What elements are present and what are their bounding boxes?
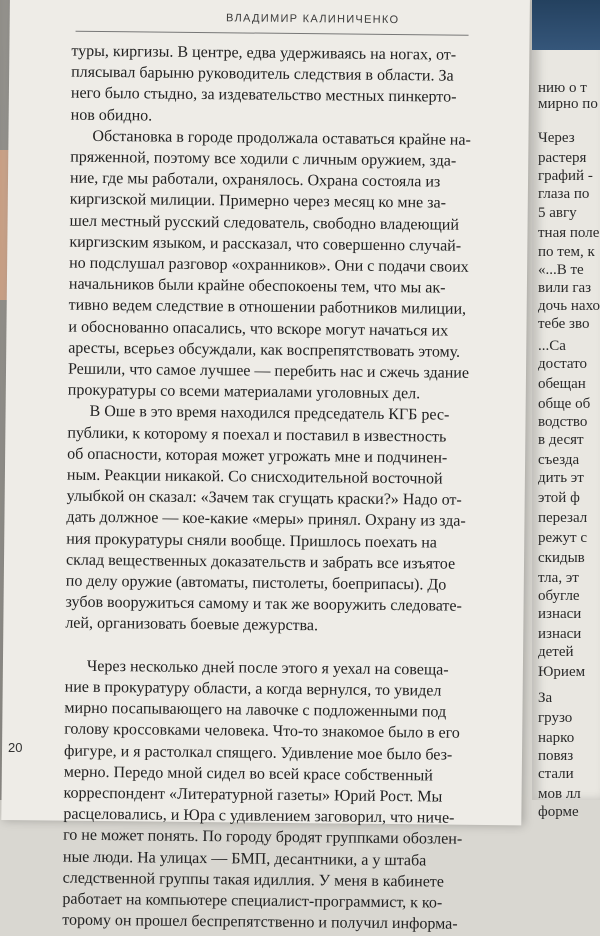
text-line: но подслушал разговор «охранников». Они с подачи своих [69, 254, 469, 276]
facing-text-fragment: тебе зво [538, 316, 590, 332]
text-line: расцеловались, и Юра с удивлением заговорил, что ниче- [63, 805, 455, 827]
facing-text-fragment: глаза по [538, 186, 590, 202]
facing-text-fragment: нию о т [538, 80, 587, 96]
text-line: ным. Реакции никакой. Со снисходительной восточной [66, 466, 443, 488]
facing-text-fragment: дить эт [538, 470, 584, 486]
text-line: публики, к которому я поехал и поставил в известность [67, 424, 447, 446]
header-rule [76, 31, 469, 36]
facing-text-fragment: повяз [538, 748, 574, 764]
facing-text-fragment: обще об [538, 396, 591, 412]
text-line: него было стыдно, за издевательство местных пинкерто- [70, 85, 457, 107]
text-line: и обоснованно опасались, что вскоре могут начаться их [68, 318, 449, 340]
facing-text-fragment: достато [538, 356, 588, 372]
facing-text-fragment: ...Са [538, 338, 566, 354]
facing-text-fragment: растеря [538, 150, 587, 166]
facing-text-fragment: вили газ [538, 280, 592, 296]
text-line: Через несколько дней после этого я уехал на совеща- [86, 657, 449, 679]
text-line: зубов вооружиться самому и так же вооружить следовате- [65, 593, 462, 616]
text-line: прокуратуры со всеми материалами уголовных дел. [67, 381, 421, 403]
text-line: голову кроссовками человека. Что-то знакомое было в его [64, 720, 460, 743]
cover-band [532, 0, 600, 50]
facing-text-fragment: За [538, 690, 553, 706]
text-line: аресты, всерьез обсуждали, как воспрепятствовать этому. [68, 339, 461, 361]
text-line: ные люди. На улицах — БМП, десантники, а у штаба [62, 848, 427, 869]
facing-text-fragment: грузо [538, 710, 573, 726]
facing-text-fragment: нарко [538, 730, 575, 746]
facing-text-fragment: обещан [538, 376, 586, 392]
facing-text-fragment: детей [538, 644, 574, 660]
facing-text-fragment: в десят [538, 432, 584, 448]
facing-text-fragment: стали [538, 766, 574, 782]
text-line: склад вещественных доказательств и забрать все изъятое [65, 551, 456, 573]
facing-text-fragment: графий - [538, 168, 593, 184]
facing-text-fragment: по тем, к [538, 244, 595, 260]
text-line: шел местный русский следователь, свободно владеющий [69, 212, 460, 234]
text-line: тивно ведем следствие в отношении работников милиции, [68, 297, 467, 319]
text-line: работает на компьютере специалист-программист, к ко- [62, 890, 443, 912]
text-line: дать должное — кое-какие «меры» принял. Охрану из зда- [66, 509, 466, 531]
text-line: Решили, что самое лучшее — перебить нас и сжечь здание [67, 360, 470, 382]
facing-text-fragment: 5 авгу [538, 205, 577, 221]
facing-text-fragment: дочь нахо [538, 298, 600, 314]
facing-text-fragment: обугле [538, 588, 580, 604]
facing-text-fragment: этой ф [538, 490, 580, 506]
text-line: го не может понять. По городу бродят группками обозлен- [63, 826, 463, 849]
facing-page-edge [532, 0, 600, 820]
text-line: ние, где мы работали, охранялось. Охрана состояла из [69, 169, 441, 191]
facing-text-fragment: перезал [538, 510, 588, 526]
running-head: ВЛАДИМИР КАЛИНИЧЕНКО [225, 12, 400, 27]
facing-text-fragment: режут с [538, 530, 587, 546]
facing-text-fragment: мов лл [538, 786, 581, 802]
facing-text-fragment: мирно по [538, 96, 598, 112]
text-line: по делу оружие (автоматы, пистолеты, боеприпасы). До [65, 572, 447, 594]
facing-text-fragment: Через [538, 130, 575, 146]
text-line: торому он прошел беспрепятственно и получил информа- [62, 911, 458, 933]
text-line: улыбкой он сказал: «Зачем так сгущать краски?» Надо от- [66, 487, 462, 510]
text-line: ния прокуратуры сняли вообще. Пришлось поехать на [66, 530, 438, 552]
text-line: следственной группы такая идиллия. У меня в кабинете [62, 869, 445, 891]
body-text [62, 41, 481, 936]
text-line: В Оше в это время находился председатель КГБ рес- [89, 403, 450, 425]
text-line: плясывал барыню руководитель следствия в области. За [71, 63, 454, 85]
text-line: мирно посапывающего на лавочке с подложенными под [64, 699, 447, 721]
text-line: Обстановка в городе продолжала оставаться крайне на- [92, 127, 471, 149]
book-page [1, 0, 530, 933]
text-line: ние в прокуратуру области, а когда вернулся, то увидел [64, 678, 442, 700]
text-line: киргизской милиции. Примерно через месяц ко мне за- [69, 191, 447, 212]
facing-text-fragment: тла, эт [538, 570, 579, 586]
facing-text-fragment: изнаси [538, 606, 582, 622]
facing-text-fragment: изнаси [538, 626, 582, 642]
facing-text-fragment: форме [538, 804, 579, 820]
facing-text-fragment: водство [538, 414, 588, 430]
page-number: 20 [8, 740, 23, 755]
facing-text-fragment: съезда [538, 452, 580, 468]
text-line: киргизским языком, и рассказал, что совершенно случай- [69, 233, 462, 255]
facing-text-fragment: Юрием [538, 664, 586, 680]
facing-text-fragment: тная поле [538, 225, 600, 241]
text-line: туры, киргизы. В центре, едва удерживаясь на ногах, от- [71, 42, 457, 64]
facing-text-fragment: скидыв [538, 550, 585, 566]
text-line: об опасности, которая может угрожать мне и подчинен- [67, 445, 448, 467]
text-line: фигуре, и я растолкал спящего. Удивление мое было без- [63, 742, 453, 764]
facing-text-fragment: «...В те [538, 262, 584, 278]
text-line: мерно. Передо мной сидел во всей красе собственный [63, 763, 433, 785]
text-line: нов обидно. [70, 106, 153, 125]
text-line: лей, организовать боевые дежурства. [65, 615, 319, 635]
text-line: пряженной, поэтому все ходили с личным оружием, зда- [70, 148, 457, 170]
text-line: корреспондент «Литературной газеты» Юрий Рост. Мы [63, 784, 443, 806]
text-line: начальников были крайне обеспокоены тем, что мы ак- [68, 275, 446, 297]
